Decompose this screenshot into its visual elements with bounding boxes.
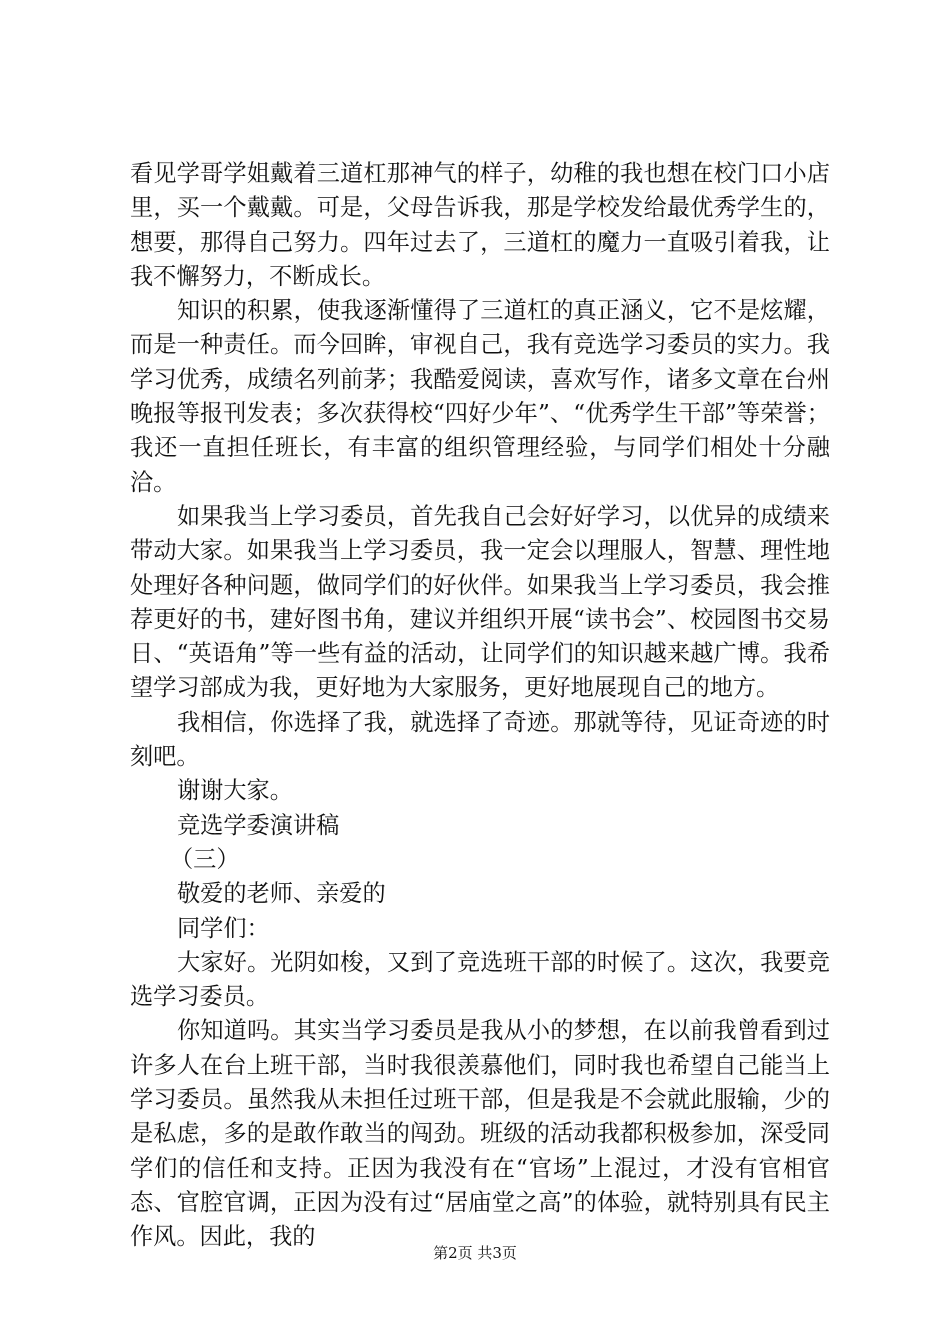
paragraph-greeting: 大家好。光阴如梭，又到了竞选班干部的时候了。这次，我要竞选学习委员。 [130, 948, 830, 1011]
section-title: 竞选学委演讲稿 [177, 811, 340, 839]
page-footer: 第2页 共3页 [433, 1244, 517, 1262]
salutation-line-1: 敬爱的老师、亲爱的 [177, 880, 386, 908]
paragraph-closing: 我相信，你选择了我，就选择了奇迹。那就等待，见证奇迹的时刻吧。 [130, 708, 830, 771]
paragraph-intro-continued: 看见学哥学姐戴着三道杠那神气的样子，幼稚的我也想在校门口小店里，买一个戴戴。可是，父母告诉我，那是学校发给最优秀学生的，想要，那得自己努力。四年过去了，三道杠的魔力一直吸引着我，让我不懈努力，不断成长。 [130, 160, 830, 290]
paragraph-qualifications: 知识的积累，使我逐渐懂得了三道杠的真正涵义，它不是炫耀，而是一种责任。而今回眸，审视自己，我有竞选学习委员的实力。我学习优秀，成绩名列前茅；我酷爱阅读，喜欢写作，诸多文章在台州晚报等报刊发表；多次获得校“四好少年”、“优秀学生干部”等荣誉；我还一直担任班长，有丰富的组织管理经验，与同学们相处十分融洽。 [130, 297, 830, 496]
section-number: （三） [170, 845, 240, 873]
paragraph-thanks: 谢谢大家。 [177, 777, 293, 805]
document-body [130, 157, 830, 1255]
paragraph-plans: 如果我当上学习委员，首先我自己会好好学习，以优异的成绩来带动大家。如果我当上学习委员，我一定会以理服人，智慧、理性地处理好各种问题，做同学们的好伙伴。如果我当上学习委员，我会推荐更好的书，建好图书角，建议并组织开展“读书会”、校园图书交易日、“英语角”等一些有益的活动，让同学们的知识越来越广博。我希望学习部成为我，更好地为大家服务，更好地展现自己的地方。 [130, 502, 830, 702]
paragraph-dream: 你知道吗。其实当学习委员是我从小的梦想，在以前我曾看到过许多人在台上班干部，当时我很羡慕他们，同时我也希望自己能当上学习委员。虽然我从未担任过班干部，但是我是不会就此服输，少的是私虑，多的是敢作敢当的闯劲。班级的活动我都积极参加，深受同学们的信任和支持。正因为我没有在“官场”上混过，才没有官相官态、官腔官调，正因为没有过“居庙堂之高”的体验，就特别具有民主作风。因此，我的 [130, 1017, 830, 1251]
salutation-line-2: 同学们： [177, 914, 270, 942]
